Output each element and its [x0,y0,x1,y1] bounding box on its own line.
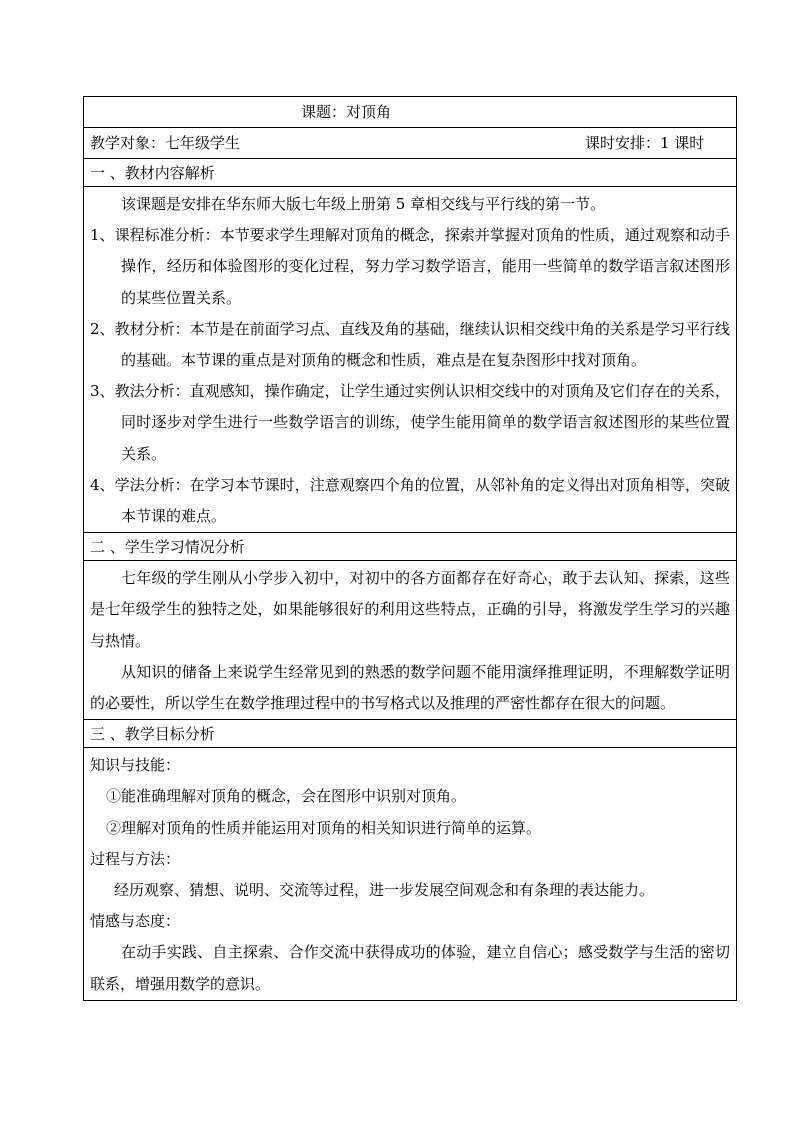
info-row [84,128,736,159]
knowledge-item: ②理解对顶角的性质并能运用对顶角的相关知识进行简单的运算。 [106,818,542,837]
emotion-text: 在动手实践、自主探索、合作交流中获得成功的体验，建立自信心；感受数学与生活的密切联系，增强用数学的意识。 [90,943,730,993]
process-label: 过程与方法： [90,849,181,868]
section3-content [84,748,736,1000]
section1-heading: 一 、教材内容解析 [84,159,736,187]
section1-item: 1、课程标准分析：本节要求学生理解对顶角的概念，探索并掌握对顶角的性质，通过观察和动手操作，经历和体验图形的变化过程，努力学习数学语言，能用一些简单的数学语言叙述图形的某些位置关系。 [90,226,730,307]
emotion-label: 情感与态度： [90,912,181,931]
section2-content [84,561,736,720]
section2-paragraph: 七年级的学生刚从小学步入初中，对初中的各方面都存在好奇心，敢于去认知、探索，这些是七年级学生的独特之处，如果能够很好的利用这些特点，正确的引导，将激发学生学习的兴趣与热情。 [90,569,730,650]
schedule: 课时安排：1 课时 [585,134,705,152]
section1-item: 4、学法分析：在学习本节课时，注意观察四个角的位置，从邻补角的定义得出对顶角相等，突破本节课的难点。 [90,475,730,526]
lesson-title: 课题：对顶角 [301,103,392,121]
title-row [84,97,736,128]
lesson-plan-table [83,96,737,1001]
knowledge-label: 知识与技能： [90,756,181,775]
knowledge-item: ①能准确理解对顶角的概念，会在图形中识别对顶角。 [106,787,467,806]
section1-item: 2、教材分析：本节是在前面学习点、直线及角的基础，继续认识相交线中角的关系是学习平行线的基础。本节课的重点是对顶角的概念和性质，难点是在复杂图形中找对顶角。 [90,319,730,370]
teaching-object: 教学对象：七年级学生 [90,134,241,152]
section1-intro: 该课题是安排在华东师大版七年级上册第 5 章相交线与平行线的第一节。 [121,195,606,213]
process-text: 经历观察、猜想、说明、交流等过程，进一步发展空间观念和有条理的表达能力。 [114,881,655,900]
section3-heading: 三 、教学目标分析 [84,720,736,748]
section2-heading: 二 、学生学习情况分析 [84,533,736,561]
section2-paragraph: 从知识的储备上来说学生经常见到的熟悉的数学问题不能用演绎推理证明，不理解数学证明的必要性，所以学生在数学推理过程中的书写格式以及推理的严密性都存在很大的问题。 [90,662,730,713]
section1-content [84,187,736,533]
section1-item: 3、教法分析：直观感知，操作确定，让学生通过实例认识相交线中的对顶角及它们存在的关系，同时逐步对学生进行一些数学语言的训练，使学生能用简单的数学语言叙述图形的某些位置关系。 [90,382,730,463]
